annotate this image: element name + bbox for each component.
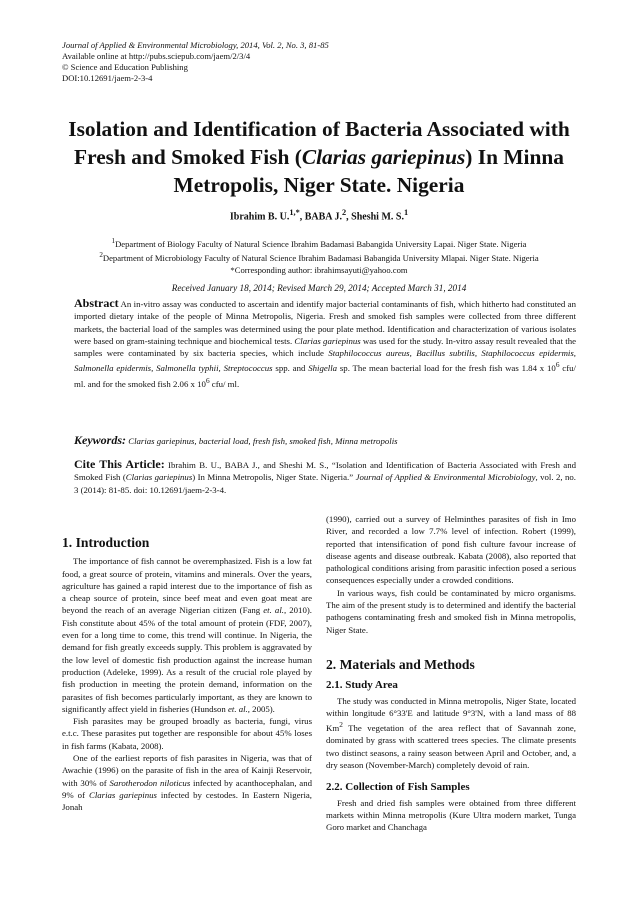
affiliation-1-sup: 1 <box>111 237 116 245</box>
study-area-paragraph <box>326 695 576 772</box>
affiliation-2 <box>62 250 576 264</box>
author-list: Ibrahim B. U.$^{1,*}$, BABA J.$^2$, Sheshi M. S.$^1$ <box>229 208 409 223</box>
intro-paragraph-1 <box>62 555 312 715</box>
abstract-text-1: An in-vitro assay was conducted to ascertain and identify major bacterial contaminants of fish, which hitherto had constituted an imported dietary intake of the people of Minna Metropolis, Nigeria. Fresh and smoked fish samples were collected from three different markets, the bacterial load of the samples was determined using the pour plate method. Identification and characterization of various isolates were based on gram-staining technique and biochemical tests. <box>74 299 576 346</box>
abstract-species-1: Clarias gariepinus <box>294 335 361 346</box>
title-part-1: Isolation and Identification of Bacteria Associated with Fresh and Smoked Fish ( <box>68 117 570 169</box>
journal-header <box>62 40 329 84</box>
abstract-text-3: spp. and <box>272 363 309 374</box>
affiliation-1 <box>62 236 576 250</box>
title-species: Clarias gariepinus <box>301 145 466 169</box>
intro-p1-etal-2: et. al. <box>227 703 248 714</box>
author-3-sup: 1 <box>403 208 409 217</box>
doi-line: DOI:10.12691/jaem-2-3-4 <box>62 73 153 83</box>
abstract <box>74 297 576 390</box>
left-column <box>62 513 312 833</box>
author-3: Sheshi M. S. <box>351 211 404 223</box>
keywords <box>74 434 576 447</box>
intro-p3-species-2: Clarias gariepinus <box>88 789 157 800</box>
abstract-text-2: was used for the study. In-vitro assay result revealed that the samples were contaminated by six bacteria species, which include <box>74 335 576 359</box>
received-dates: Received January 18, 2014; Revised March 29, 2014; Accepted March 31, 2014 <box>171 283 467 293</box>
intro-paragraph-5: In various ways, fish could be contaminated by micro organisms. The aim of the present study is to determined and identify the bacterial pathogens contaminating fresh and smoked fish in Minna metropolis, Niger State. <box>326 587 576 635</box>
study-area-sup: 2 <box>339 720 343 730</box>
abstract-species-2: Staphilococcus aureus, Bacillus subtilis, Staphilococcus epidermis, Salmonella epidermis, Salmonella typhii, Streptococcus <box>74 348 576 374</box>
intro-paragraph-4: (1990), carried out a survey of Helminthes parasites of fish in Imo River, and recorded a low 7.7% level of infection. Robert (1999), reported that intensification of pond fish culture favour increase of disease agents and disease outbreak. Kabata (2008), also reported that pathological conditions arising from parasitic infection posed a serious consequences especially under a crowded conditions. <box>326 514 576 586</box>
abstract-label: Abstract <box>74 296 119 310</box>
journal-citation: Journal of Applied & Environmental Microbiology, 2014, Vol. 2, No. 3, 81-85 <box>62 40 329 50</box>
corresponding-author: *Corresponding author: ibrahimsayuti@yahoo.com <box>230 264 408 275</box>
cite-text-3: , vol. 2, no. 3 (2014): 81-85. doi: 10.12691/jaem-2-3-4. <box>74 472 576 495</box>
body-columns <box>62 513 576 833</box>
title-part-2: ) In Minna Metropolis, Niger State. Nigeria <box>173 145 564 197</box>
keywords-text: Clarias gariepinus, bacterial load, fresh fish, smoked fish, Minna metropolis <box>126 436 398 446</box>
author-1-sup: 1,* <box>289 208 300 217</box>
intro-p1-etal-1: et. al. <box>263 605 284 616</box>
intro-p3-b: infected by acanthocephalan, and 9% of <box>62 777 312 800</box>
study-area-text-a: The study was conducted in Minna metropolis, Niger State, located within longitude 6°33'E and latitude 9°3'N, with a land mass of 88 Km <box>326 695 576 734</box>
available-online-url[interactable]: Available online at http://pubs.sciepub.com/jaem/2/3/4 <box>62 51 251 61</box>
cite-species: Clarias gariepinus <box>125 472 193 483</box>
intro-p3-c: infected by cestodes. In Eastern Nigeria, Jonah <box>62 789 313 813</box>
affiliation-2-sup: 2 <box>99 251 103 260</box>
intro-p3-species-1: Sarotherodon niloticus <box>109 777 191 788</box>
affiliation-1-text: Department of Biology Faculty of Natural Science Ibrahim Badamasi Babangida University Lapai. Niger State. Nigeria <box>115 238 527 249</box>
cite-label: Cite This Article: <box>74 457 165 471</box>
keywords-label: Keywords: <box>74 433 126 447</box>
intro-paragraph-2: Fish parasites may be grouped broadly as bacteria, fungi, virus e.t.c. These parasites put together are responsible for about 45% loses in fish farms (Kabata, 2008). <box>62 716 312 751</box>
paper-title <box>40 115 598 199</box>
collection-paragraph: Fresh and dried fish samples were obtained from three different markets within Minna metropolis (Kure Ultra modern market, Tunga Goro market and Chanchaga <box>326 797 576 833</box>
author-2: BABA J. <box>304 211 342 223</box>
abstract-text-5: cfu/ ml. and for the smoked fish 2.06 x 10 <box>74 363 576 389</box>
abstract-exponent-1: 6 <box>555 360 560 370</box>
intro-p1-c: , 2005). <box>247 703 275 714</box>
cite-this-article <box>74 458 576 496</box>
abstract-text-4: sp. The mean bacterial load for the fresh fish was 1.84 x 10 <box>337 363 556 374</box>
introduction-heading: 1. Introduction <box>62 535 150 550</box>
intro-p1-b: , 2010). Fish constitute about 45% of the total amount of protein (FDF, 2007), even for a long time to come, this trend will continue. In Nigeria, the demand for fish greatly exceeds supply. This problem is aggravated by the low level of domestic fish production against the increase human production (Adeleke, 1999). As a result of the crucial role played by fish production in meeting the protein demand, information on the parasites of fish becomes particularly important, as they are known to significantly affect yield in fisheries (Hundson <box>62 605 312 714</box>
intro-p1-a: The importance of fish cannot be overemphasized. Fish is a low fat food, a great source of protein, vitamins and minerals. Over the years, agriculture has gained a rapid interest due to the importance of fish as a cheap source of protein, since beef meat and even goat meat are beyond the reach of an average Nigerian citizen (Fang <box>62 556 312 616</box>
intro-paragraph-3 <box>62 752 312 813</box>
right-column <box>326 513 576 833</box>
copyright-line: © Science and Education Publishing <box>62 62 188 72</box>
methods-heading: 2. Materials and Methods <box>326 656 475 672</box>
abstract-exponent-2: 6 <box>205 375 210 385</box>
author-2-sup: 2 <box>341 208 347 217</box>
abstract-species-3: Shigella <box>308 363 338 374</box>
author-1: Ibrahim B. U. <box>229 211 290 223</box>
cite-text-1: Ibrahim B. U., BABA J., and Sheshi M. S., “Isolation and Identification of Bacteria Associated with Fresh and Smoked Fish ( <box>74 460 576 483</box>
affiliations <box>62 236 576 277</box>
affiliation-2-text: Department of Microbiology Faculty of Natural Science Ibrahim Badamasi Babangida University Mlapai. Niger State. Nigeria <box>102 253 539 264</box>
cite-text-2: ) In Minna Metropolis, Niger State. Nigeria.” <box>192 472 356 483</box>
intro-p3-a: One of the earliest reports of fish parasites in Nigeria, was that of Awachie (1996) on the parasite of fish in the area of Kainji Reservoir, with 30% of <box>62 753 312 788</box>
collection-heading: 2.2. Collection of Fish Samples <box>326 781 470 794</box>
abstract-text-6: cfu/ ml. <box>209 378 240 389</box>
study-area-text-b: The vegetation of the area reflect that of Savannah zone, dominated by grass with scattered trees species. The climate presents two distinct seasons, a rainy season between April and October, and, a dry season (November-March) completely devoid of rain. <box>326 723 576 770</box>
cite-journal: Journal of Applied & Environmental Microbiology <box>355 472 536 483</box>
study-area-heading: 2.1. Study Area <box>326 679 398 692</box>
